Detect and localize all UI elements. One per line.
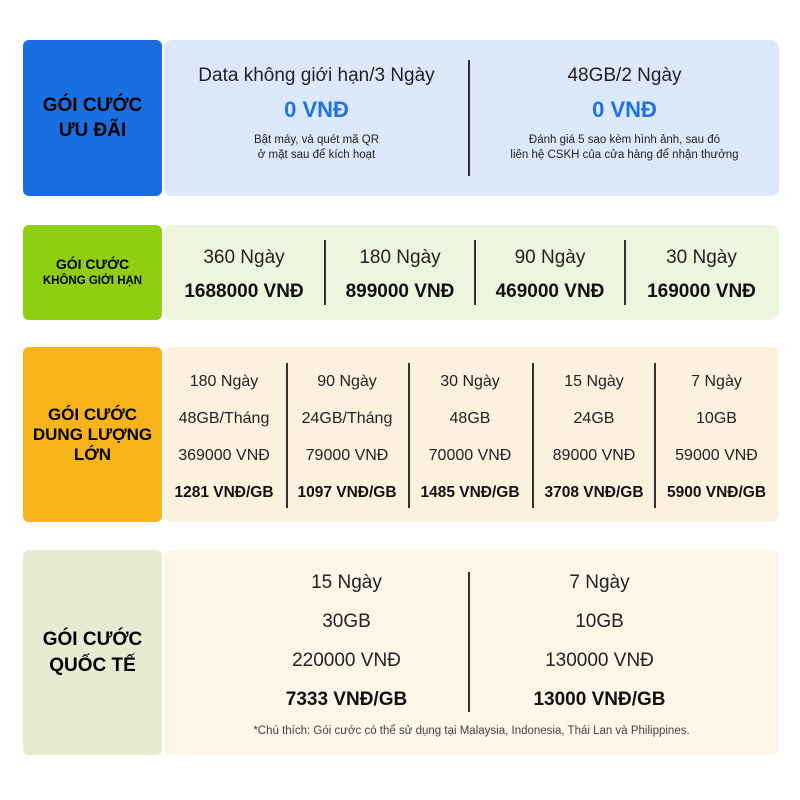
international-plans-label — [23, 550, 162, 755]
unlimited-plan-card[interactable] — [626, 247, 777, 303]
promo-plans-panel — [164, 40, 779, 196]
plan-days: 180 Ngày — [359, 247, 441, 268]
plan-price: 1688000 VNĐ — [184, 281, 304, 302]
plan-unit-price: 3708 VNĐ/GB — [544, 484, 644, 501]
large-data-plan-card[interactable] — [164, 367, 284, 515]
plan-price: 89000 VNĐ — [552, 447, 636, 464]
large-data-plans-panel — [164, 347, 779, 522]
plan-price: 70000 VNĐ — [428, 447, 512, 464]
unlimited-plan-card[interactable] — [164, 247, 324, 303]
promo-plans-label — [23, 40, 162, 196]
plan-days: 90 Ngày — [317, 373, 377, 390]
large-data-label-line2: DUNG LƯỢNG — [32, 424, 153, 444]
plan-days: 15 Ngày — [311, 572, 382, 593]
plan-data: 30GB — [322, 611, 371, 632]
column-divider — [468, 60, 470, 176]
plan-days: 30 Ngày — [666, 247, 737, 268]
plan-unit-price: 5900 VNĐ/GB — [666, 484, 767, 501]
international-plan-card[interactable] — [224, 565, 469, 721]
plan-title: Data không giới hạn/3 Ngày — [198, 65, 435, 86]
plan-note-line2: liên hệ CSKH của cửa hàng để nhận thưởng — [510, 149, 739, 161]
plan-price: 220000 VNĐ — [292, 650, 401, 671]
plan-data: 48GB — [449, 410, 491, 427]
unlimited-label-line1: GÓI CƯỚC — [55, 255, 130, 272]
plan-days: 360 Ngày — [203, 247, 285, 268]
international-label-line1: GÓI CƯỚC — [42, 628, 143, 650]
large-data-plan-card[interactable] — [656, 367, 777, 515]
international-label-line2: QUỐC TẾ — [49, 654, 136, 676]
plan-price: 899000 VNĐ — [345, 281, 455, 302]
plan-price: 0 VNĐ — [284, 97, 349, 122]
plan-price: 469000 VNĐ — [495, 281, 605, 302]
unlimited-plans-panel — [164, 225, 779, 320]
plan-price: 169000 VNĐ — [647, 281, 756, 302]
unlimited-plans-label — [23, 225, 162, 320]
international-plan-card[interactable] — [472, 565, 727, 721]
large-data-plan-card[interactable] — [534, 367, 654, 515]
plan-days: 90 Ngày — [514, 247, 586, 268]
plan-data: 10GB — [575, 611, 624, 632]
plan-data: 10GB — [696, 410, 737, 427]
plan-unit-price: 13000 VNĐ/GB — [533, 689, 666, 710]
large-data-plan-card[interactable] — [410, 367, 530, 515]
plan-price: 369000 VNĐ — [178, 447, 270, 464]
plan-days: 15 Ngày — [564, 373, 624, 390]
plan-price: 130000 VNĐ — [545, 650, 654, 671]
large-data-plans-label — [23, 347, 162, 522]
plan-title: 48GB/2 Ngày — [567, 65, 682, 86]
plan-unit-price: 1281 VNĐ/GB — [174, 484, 274, 501]
plan-price: 0 VNĐ — [592, 97, 657, 122]
promo-label-line2: ƯU ĐÃI — [58, 120, 127, 141]
plan-days: 7 Ngày — [569, 572, 630, 593]
large-data-label-line1: GÓI CƯỚC — [47, 404, 138, 424]
unlimited-plan-card[interactable] — [476, 247, 624, 303]
plan-days: 180 Ngày — [189, 373, 259, 390]
column-divider — [468, 572, 470, 712]
plan-unit-price: 1097 VNĐ/GB — [297, 484, 397, 501]
plan-days: 7 Ngày — [691, 373, 742, 390]
plan-note-line1: Bật máy, và quét mã QR — [253, 134, 380, 146]
large-data-label-line3: LỚN — [73, 444, 112, 464]
large-data-plan-card[interactable] — [288, 367, 406, 515]
plan-note-line2: ở mặt sau để kích hoạt — [257, 149, 376, 161]
plan-note-line1: Đánh giá 5 sao kèm hình ảnh, sau đó — [528, 134, 721, 146]
plan-data: 24GB/Tháng — [301, 410, 393, 427]
promo-label-line1: GÓI CƯỚC — [42, 95, 143, 116]
promo-plan-card[interactable] — [472, 65, 777, 163]
plan-data: 48GB/Tháng — [178, 410, 270, 427]
unlimited-label-line2: KHÔNG GIỚI HẠN — [42, 274, 143, 287]
plan-data: 24GB — [573, 410, 615, 427]
plan-price: 59000 VNĐ — [675, 447, 758, 464]
international-footnote: *Chú thích: Gói cước có thể sử dụng tại Malaysia, Indonesia, Thái Lan và Philippines. — [253, 725, 690, 737]
unlimited-plan-card[interactable] — [326, 247, 474, 303]
plan-unit-price: 1485 VNĐ/GB — [420, 484, 520, 501]
plan-unit-price: 7333 VNĐ/GB — [285, 689, 408, 710]
plan-days: 30 Ngày — [440, 373, 500, 390]
plan-price: 79000 VNĐ — [305, 447, 389, 464]
promo-plan-card[interactable] — [164, 65, 469, 163]
